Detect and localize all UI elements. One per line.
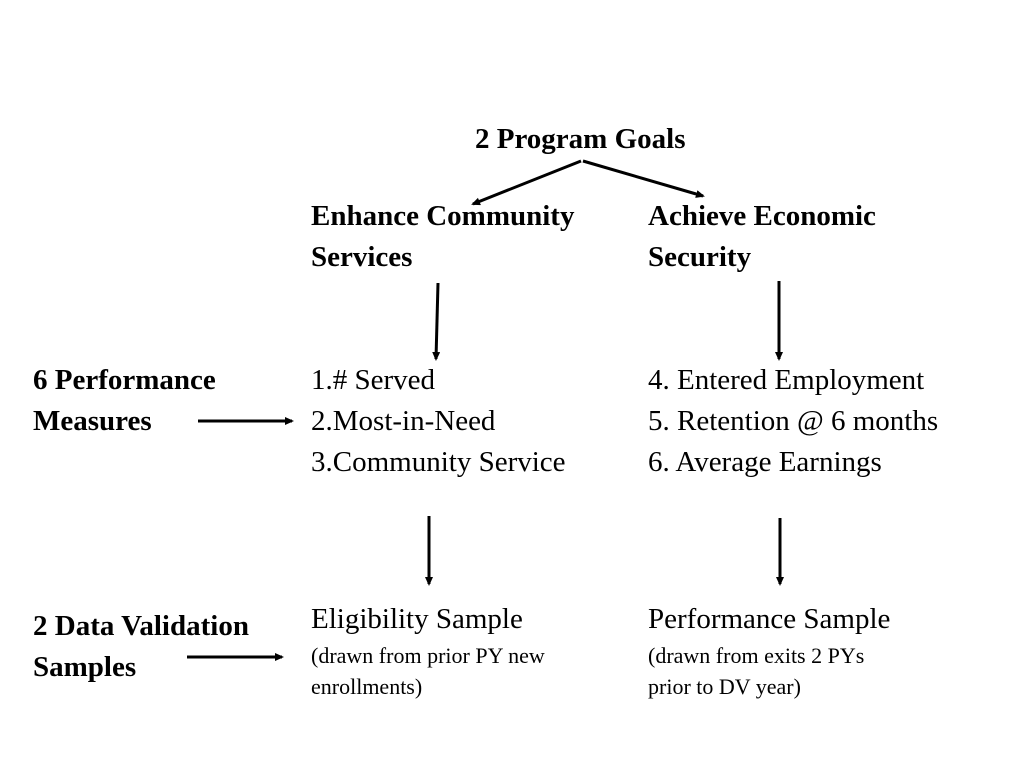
label-line-1: 2 Data Validation — [33, 610, 249, 642]
sample-note-line-1: (drawn from exits 2 PYs — [648, 643, 865, 668]
label-line-1: 6 Performance — [33, 364, 216, 396]
goal-line-1: Achieve Economic — [648, 200, 876, 232]
goal-line-2: Services — [311, 241, 413, 273]
goal-line-1: Enhance Community — [311, 200, 575, 232]
label-line-2: Samples — [33, 651, 137, 683]
sample-note-line-2: prior to DV year) — [648, 674, 801, 699]
measure-item: 3.Community Service — [311, 446, 566, 478]
measure-item: 4. Entered Employment — [648, 364, 925, 396]
sample-note-line-2: enrollments) — [311, 674, 423, 699]
measure-item: 5. Retention @ 6 months — [648, 405, 939, 437]
measure-item: 1.# Served — [311, 364, 436, 396]
label-line-2: Measures — [33, 405, 152, 437]
measure-item: 6. Average Earnings — [648, 446, 882, 478]
arrow-title-to-economic — [583, 161, 703, 196]
sample-title: Performance Sample — [648, 603, 891, 635]
arrow-title-to-community — [473, 161, 581, 204]
diagram-title: 2 Program Goals — [475, 123, 686, 155]
measure-item: 2.Most-in-Need — [311, 405, 496, 437]
sample-note-line-1: (drawn from prior PY new — [311, 643, 545, 668]
sample-title: Eligibility Sample — [311, 603, 523, 635]
arrow-community-to-measures — [436, 283, 438, 359]
goal-line-2: Security — [648, 241, 752, 273]
